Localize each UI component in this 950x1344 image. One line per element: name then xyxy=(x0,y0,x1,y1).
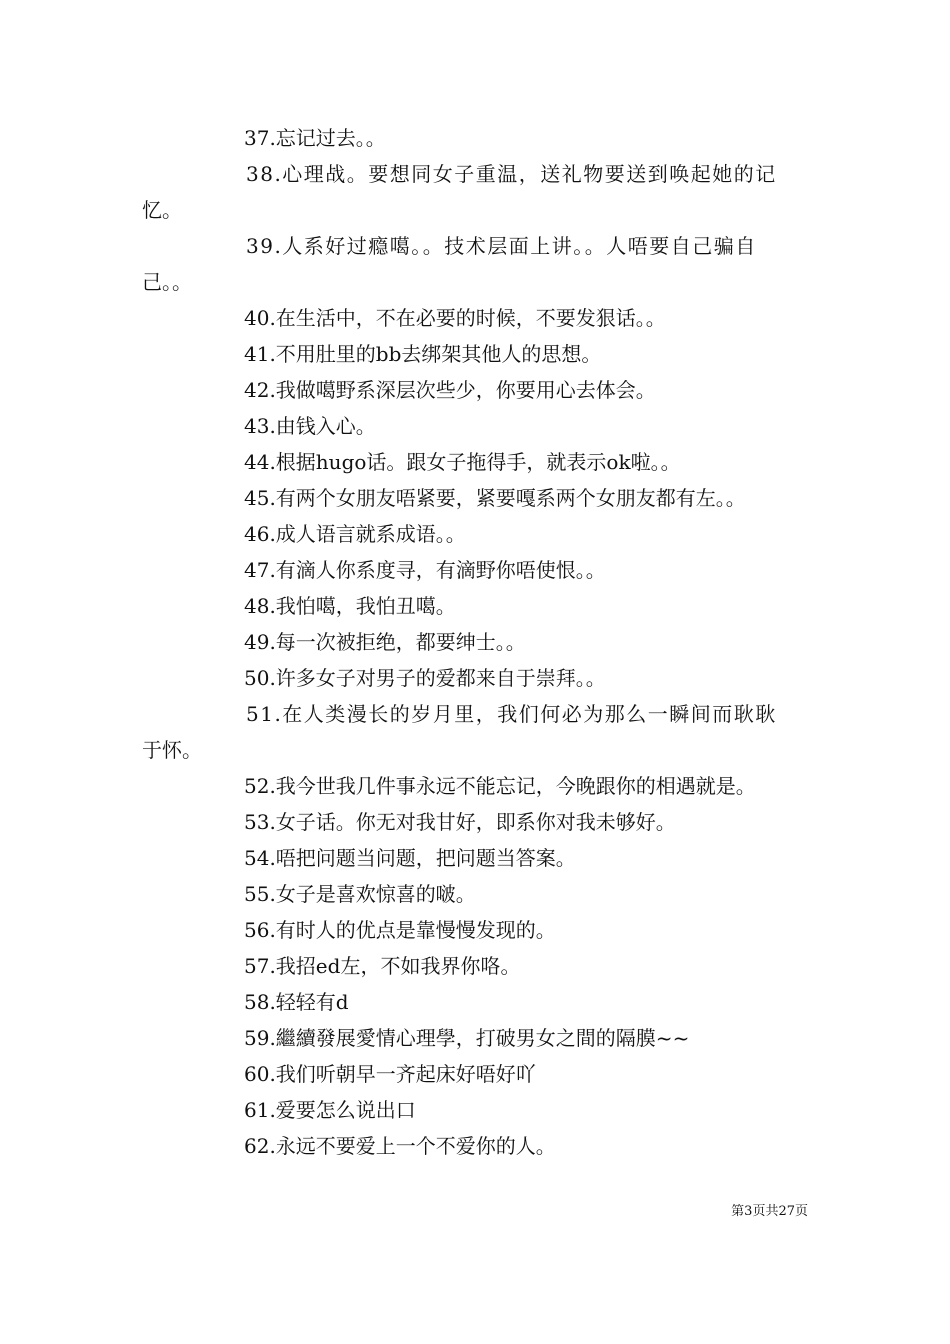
text-line: 52.我今世我几件事永远不能忘记，今晚跟你的相遇就是。 xyxy=(244,774,756,798)
text-line: 49.每一次被拒绝，都要绅士。。 xyxy=(244,630,526,654)
text-line: 43.由钱入心。 xyxy=(244,414,376,438)
text-line: 42.我做噶野系深层次些少，你要用心去体会。 xyxy=(244,378,656,402)
text-line: 45.有两个女朋友唔紧要，紧要嘎系两个女朋友都有左。。 xyxy=(244,486,746,510)
text-line: 38.心理战。要想同女子重温，送礼物要送到唤起她的记 xyxy=(246,162,777,186)
text-line: 56.有时人的优点是靠慢慢发现的。 xyxy=(244,918,556,942)
text-line: 47.有滴人你系度寻，有滴野你唔使恨。。 xyxy=(244,558,606,582)
text-line: 59.繼續發展愛情心理學，打破男女之間的隔膜~~ xyxy=(244,1026,690,1050)
text-line: 忆。 xyxy=(142,198,182,222)
text-line: 己。。 xyxy=(142,270,192,294)
text-line: 39.人系好过瘾噶。。技术层面上讲。。人唔要自己骗自 xyxy=(246,234,757,258)
text-line: 48.我怕噶，我怕丑噶。 xyxy=(244,594,456,618)
text-line: 41.不用肚里的bb去绑架其他人的思想。 xyxy=(244,342,602,366)
text-line: 51.在人类漫长的岁月里，我们何必为那么一瞬间而耿耿 xyxy=(246,702,777,726)
text-line: 61.爱要怎么说出口 xyxy=(244,1098,416,1122)
text-line: 40.在生活中，不在必要的时候，不要发狠话。。 xyxy=(244,306,666,330)
text-line: 37.忘记过去。。 xyxy=(244,126,386,150)
document-body xyxy=(142,120,808,1164)
text-line: 60.我们听朝早一齐起床好唔好吖 xyxy=(244,1062,536,1086)
text-line: 62.永远不要爱上一个不爱你的人。 xyxy=(244,1134,556,1158)
text-line: 53.女子话。你无对我甘好，即系你对我未够好。 xyxy=(244,810,676,834)
text-line: 54.唔把问题当问题，把问题当答案。 xyxy=(244,846,576,870)
text-line: 于怀。 xyxy=(142,738,202,762)
text-line: 44.根据hugo话。跟女子拖得手，就表示ok啦。。 xyxy=(244,450,681,474)
text-line: 55.女子是喜欢惊喜的啵。 xyxy=(244,882,476,906)
page-footer: 第3页共27页 xyxy=(731,1204,808,1219)
text-line: 50.许多女子对男子的爱都来自于崇拜。。 xyxy=(244,666,606,690)
text-line: 58.轻轻有d xyxy=(244,990,349,1014)
text-line: 46.成人语言就系成语。。 xyxy=(244,522,466,546)
text-line: 57.我招ed左，不如我界你咯。 xyxy=(244,954,521,978)
